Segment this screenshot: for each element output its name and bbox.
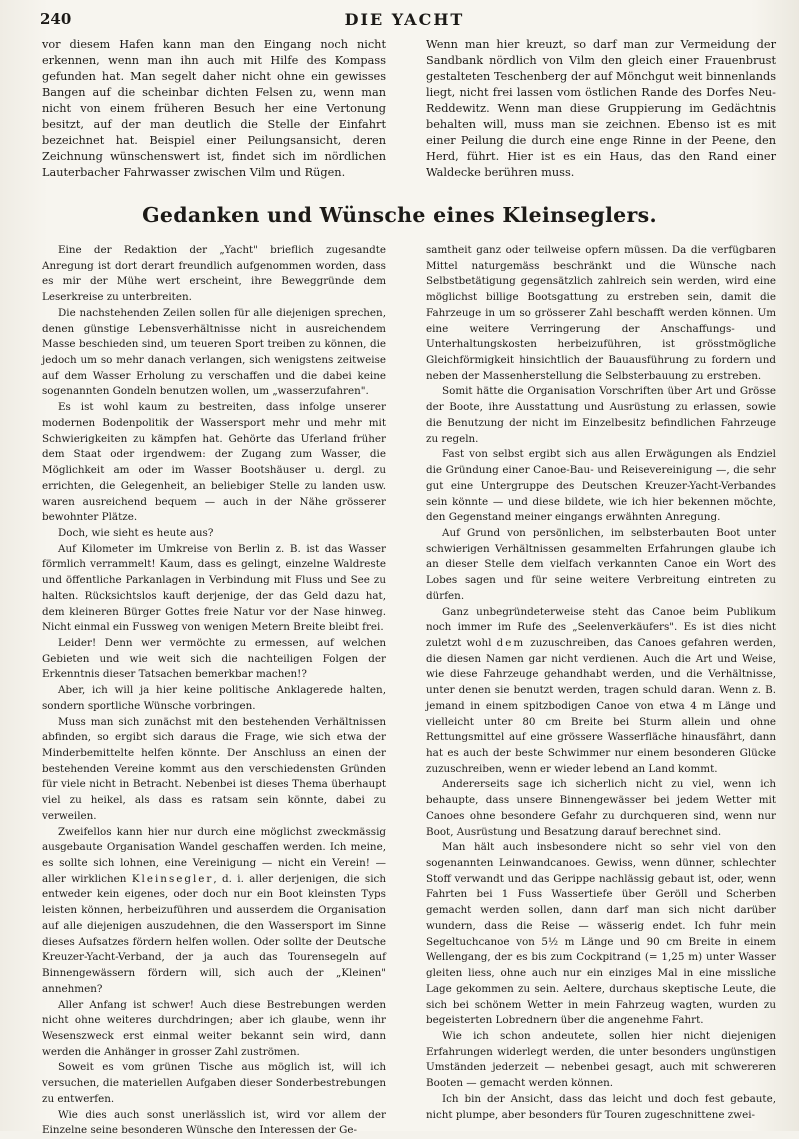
paragraph: Wenn man hier kreuzt, so darf man zur Vermeidung der Sandbank nördlich von Vilm den gleich einer Frauenbrust gestalteten Teschenberg der auf Mönchgut weit binnenlands liegt, nicht frei lassen vom östlichen Rande des Dorfes Neu-Reddewitz. Wenn man diese Gruppierung im Gedächtnis behalten will, muss man sie zeichnen. Ebenso ist es mit einer Peilung die durch eine enge Rinne in der Peene, den Herd, führt. Hier ist es ein Haus, das den Rand einer Waldecke berühren muss. bbox=[426, 38, 776, 179]
running-head: DIE YACHT bbox=[344, 10, 465, 29]
article-title: Gedanken und Wünsche eines Kleinseglers. bbox=[142, 203, 657, 227]
paragraph: Wie ich schon andeutete, sollen hier nicht diejenigen Erfahrungen widerlegt werden, die unter besonders ungünstigen Umständen jederzeit — nebenbei gesagt, auch mit schwereren Booten — gemacht werden können. bbox=[426, 1029, 776, 1090]
paragraph: Es ist wohl kaum zu bestreiten, dass infolge unserer modernen Bodenpolitik der Wassersport mehr und mehr mit Schwierigkeiten zu kämpfen hat. Gehörte das Uferland früher dem Staat oder irgendwem: der Zugang zum Wasser, die Möglichkeit am oder im Wasser Bootshäuser u. dergl. zu errichten, die Gelegenheit, an beliebiger Stelle zu landen usw. waren ausreichend bequem — auch in der Nähe grösserer bewohnter Plätze. bbox=[42, 401, 386, 524]
paragraph: Ich bin der Ansicht, dass das leicht und doch fest gebaute, nicht plumpe, aber besonders für Touren zugeschnittene zwei- bbox=[426, 1092, 776, 1121]
paragraph: Wie dies auch sonst unerlässlich ist, wird vor allem der Einzelne seine besonderen Wünsche den Interessen der Ge- bbox=[42, 1108, 386, 1137]
paragraph: Soweit es vom grünen Tische aus möglich ist, will ich versuchen, die materiellen Aufgaben dieser Sonderbestrebungen zu entwerfen. bbox=[42, 1061, 386, 1105]
top-left-column bbox=[42, 37, 386, 181]
page-number: 240 bbox=[40, 10, 72, 28]
paragraph: Auf Grund von persönlichen, im selbsterbauten Boot unter schwierigen Verhältnissen gesammelten Erfahrungen glaube ich an dieser Stelle dem vielfach verkannten Canoe ein Wort des Lobes sagen und für seine weitere Verbreitung eintreten zu dürfen. bbox=[426, 526, 776, 602]
paragraph: Die nachstehenden Zeilen sollen für alle diejenigen sprechen, denen günstige Lebensverhältnisse nicht in ausreichendem Masse beschieden sind, um teueren Sport treiben zu können, die jedoch um so mehr danach verlangen, sich wenigstens zeitweise auf dem Wasser Erholung zu verschaffen und die dabei keine sogenannten Gondeln benutzen wollen, um „wasserzufahren". bbox=[42, 306, 386, 398]
paragraph: Andererseits sage ich sicherlich nicht zu viel, wenn ich behaupte, dass unsere Binnengewässer bei jedem Wetter mit Canoes ohne besondere Gefahr zu durchqueren sind, wenn nur Boot, Ausrüstung und Besatzung darauf berechnet sind. bbox=[426, 778, 776, 838]
article-right-column bbox=[426, 243, 776, 1123]
paragraph bbox=[426, 605, 776, 778]
paragraph: Fast von selbst ergibt sich aus allen Erwägungen als Endziel die Gründung einer Canoe-Bau- und Reisevereinigung —, die sehr gut eine Untergruppe des Deutschen Kreuzer-Yacht-Verbandes sein könnte — und diese bildete, wie ich hier bekennen möchte, den Gegenstand meiner eingangs erwähnten Anregung. bbox=[426, 448, 776, 524]
paragraph: Aller Anfang ist schwer! Auch diese Bestrebungen werden nicht ohne weiteres durchdringen; aber ich glaube, wenn ihr Wesenszweck erst einmal weiter bekannt sein wird, dann werden die Anhänger in grosser Zahl zuströmen. bbox=[42, 998, 386, 1058]
paragraph: Auf Kilometer im Umkreise von Berlin z. B. ist das Wasser förmlich verrammelt! Kaum, dass es gelingt, einzelne Waldreste und öffentliche Parkanlagen in Verbindung mit Fluss und See zu halten. Rücksichtslos kauft derjenige, der das Geld dazu hat, dem kleineren Bürger Gottes freie Natur vor der Nase hinweg. Nicht einmal ein Fussweg von wenigen Metern Breite bleibt frei. bbox=[42, 542, 386, 634]
paragraph: Somit hätte die Organisation Vorschriften über Art und Grösse der Boote, ihre Ausstattung und Ausrüstung zu erlassen, sowie die Benutzung der nicht im Einzelbesitz befindlichen Fahrzeuge zu regeln. bbox=[426, 385, 776, 445]
paragraph: samtheit ganz oder teilweise opfern müssen. Da die verfügbaren Mittel naturgemäss beschränkt und die Wünsche nach Selbstbetätigung gegensätzlich zahlreich sein werden, wird eine möglichst billige Bootsgattung zu erstreben sein, damit die Fahrzeuge in um so grösserer Zahl beschafft werden können. Um eine weitere Verringerung der Anschaffungs- und Unterhaltungskosten herbeizuführen, ist grösstmögliche Gleichförmigkeit hinsichtlich der Bauausführung zu fordern und neben der Massenherstellung die Selbsterbauung zu erstreben. bbox=[426, 244, 776, 382]
paragraph: Aber, ich will ja hier keine politische Anklagerede halten, sondern sportliche Wünsche vorbringen. bbox=[42, 684, 386, 712]
paragraph: Man hält auch insbesondere nicht so sehr viel von den sogenannten Leinwandcanoes. Gewiss, wenn dünner, schlechter Stoff verwandt und das Gerippe nachlässig gebaut ist, oder, wenn Fahrten bei 1 Fuss Wassertiefe über Geröll und Scherben gemacht werden sollen, dann darf man sich nicht darüber wundern, dass die Reise — wässerig endet. Ich fuhr mein Segeltuchcanoe von 5½ m Länge und 90 cm Breite in einem Wellengang, der es bis zum Cockpitrand (= 1,25 m) unter Wasser gleiten liess, ohne auch nur ein einziges Mal in eine missliche Lage gekommen zu sein. Aeltere, durchaus skeptische Leute, die sich bei schönem Wetter in mein Fahrzeug wagten, wurden zu begeisterten Lobrednern über die angenehme Fahrt. bbox=[426, 841, 776, 1027]
paragraph: Muss man sich zunächst mit den bestehenden Verhältnissen abfinden, so ergibt sich daraus die Frage, wie sich etwa der Minderbemittelte helfen könnte. Der Anschluss an einen der bestehenden Vereine kommt aus den verschiedensten Gründen für viele nicht in Betracht. Nebenbei ist dieses Thema überhaupt viel zu heikel, als dass es ratsam sein könnte, dabei zu verweilen. bbox=[42, 715, 386, 822]
text-run: zuzuschreiben, das Canoes gefahren werden, die diesen Namen gar nicht verdienen. Auch die Art und Weise, wie diese Fahrzeuge gehandhabt werden, und die Verhältnisse, unter denen sie benutzt werden, tragen schuld daran. Wenn z. B. jemand in einem spitzbodigen Canoe von etwa 4 m Länge und vielleicht unter 80 cm Breite bei Sturm allein und ohne Rettungsmittel auf eine grössere Wasserfläche hinausfährt, dann hat es auch der beste Schwimmer nur einem besonderen Glücke zuzuschreiben, wenn er wieder lebend an Land kommt. bbox=[426, 636, 777, 775]
text-run: Zweifellos kann hier nur durch eine möglichst zweckmässig ausgebaute Organisation Wandel geschaffen werden. Ich meine, es sollte sich lohnen, eine Vereinigung — nicht ein Verein! — aller wirklichen bbox=[42, 825, 386, 885]
text-run: Ganz unbegründeterweise steht das Canoe beim Publikum noch immer im Rufe des „Seelenverkäufers". Es ist dies nicht zuletzt wohl bbox=[426, 605, 776, 649]
page-header bbox=[40, 10, 769, 32]
paragraph: Eine der Redaktion der „Yacht" brieflich zugesandte Anregung ist dort derart freundlich aufgenommen worden, dass es mir der Mühe wert erscheint, ihre Beweggründe dem Leserkreise zu unterbreiten. bbox=[42, 244, 386, 304]
paragraph: Leider! Denn wer vermöchte zu ermessen, auf welchen Gebieten und wie weit sich die nachteiligen Folgen der Erkenntnis dieser Tatsachen bemerkbar machen!? bbox=[42, 636, 386, 681]
emphasized-text: Kleinsegler bbox=[131, 872, 214, 885]
emphasized-text: dem bbox=[496, 636, 526, 649]
top-right-column bbox=[426, 37, 776, 181]
article-left-column bbox=[42, 243, 386, 1139]
paragraph: vor diesem Hafen kann man den Eingang noch nicht erkennen, wenn man ihn auch mit Hilfe des Kompass gefunden hat. Man segelt daher nicht ohne ein gewisses Bangen auf die scheinbar dichten Felsen zu, wenn man nicht von einem früheren Besuch her eine Vertonung besitzt, auf der man deutlich die Stelle der Einfahrt bezeichnet hat. Beispiel einer Peilungsansicht, deren Zeichnung wünschenswert ist, findet sich im nördlichen Lauterbacher Fahrwasser zwischen Vilm und Rügen. bbox=[42, 38, 386, 179]
paragraph bbox=[42, 825, 386, 998]
text-run: , d. i. aller derjenigen, die sich entweder kein eigenes, oder doch nur ein Boot kleinsten Typs leisten können, herbeizuführen und ausserdem die Organisation auf alle diejenigen auszudehnen, die den Wassersport im Sinne dieses Aufsatzes fördern helfen wollen. Oder sollte der Deutsche Kreuzer-Yacht-Verband, der ja auch das Tourensegeln auf Binnengewässern fördern will, sich auch der „Kleinen" annehmen? bbox=[42, 872, 387, 995]
paragraph: Doch, wie sieht es heute aus? bbox=[58, 526, 214, 539]
